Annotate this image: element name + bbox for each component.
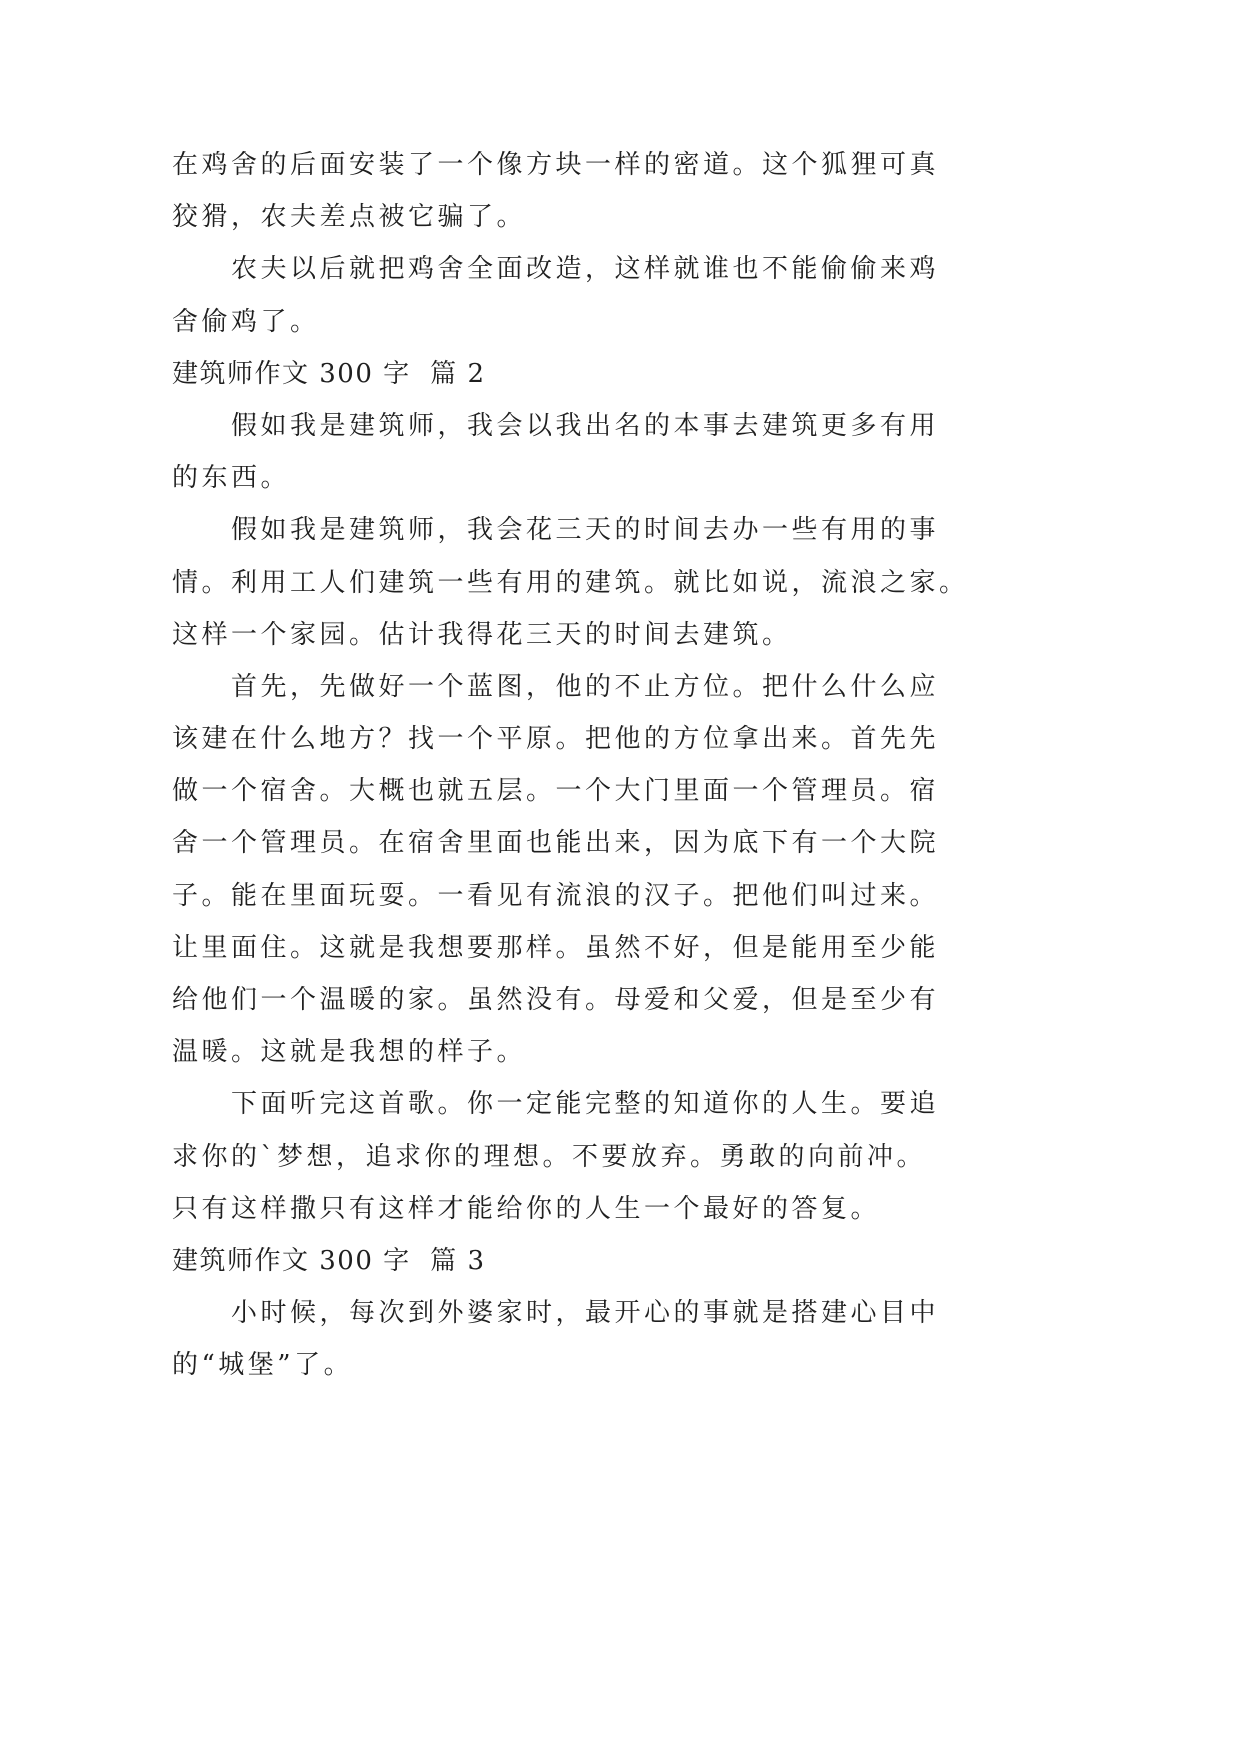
paragraph-line: 在鸡舍的后面安装了一个像方块一样的密道。这个狐狸可真 [172,150,940,180]
paragraph-line: 该建在什么地方？找一个平原。把他的方位拿出来。首先先 [172,724,940,755]
paragraph [172,243,1072,347]
document-body [172,139,1072,1392]
paragraph-line: 的“城堡”了。 [172,1350,354,1381]
paragraph [172,1287,1072,1391]
paragraph-line: 只有这样撒只有这样才能给你的人生一个最好的答复。 [172,1193,881,1224]
paragraph-line: 下面听完这首歌。你一定能完整的知道你的人生。要追 [231,1089,940,1120]
paragraph-line: 小时候，每次到外婆家时，最开心的事就是搭建心目中 [231,1298,940,1329]
paragraph-line: 情。利用工人们建筑一些有用的建筑。就比如说，流浪之家。 [172,567,969,598]
paragraph-line: 首先，先做好一个蓝图，他的不止方位。把什么什么应 [231,671,940,702]
section [172,348,1072,1235]
paragraph-line: 舍一个管理员。在宿舍里面也能出来，因为底下有一个大院 [172,828,940,859]
paragraph-line: 求你的`梦想，追求你的理想。不要放弃。勇敢的向前冲。 [172,1141,927,1172]
paragraph-line: 的东西。 [172,463,291,494]
paragraph-line: 农夫以后就把鸡舍全面改造，这样就谁也不能偷偷来鸡 [231,254,940,285]
paragraph [172,504,1072,661]
section-heading: 建筑师作文 300 字 篇 3 [172,1245,486,1276]
paragraph-line: 做一个宿舍。大概也就五层。一个大门里面一个管理员。宿 [172,776,940,807]
paragraph [172,661,1072,1079]
paragraph-line: 狡猾，农夫差点被它骗了。 [172,202,527,233]
paragraph-line: 子。能在里面玩耍。一看见有流浪的汉子。把他们叫过来。 [172,880,940,911]
section-heading: 建筑师作文 300 字 篇 2 [172,358,486,389]
paragraph-line: 让里面住。这就是我想要那样。虽然不好，但是能用至少能 [172,932,940,963]
paragraph-line: 温暖。这就是我想的样子。 [172,1037,527,1068]
paragraph [172,400,1072,504]
section [172,1235,1072,1392]
paragraph [172,1078,1072,1235]
paragraph-line: 舍偷鸡了。 [172,306,320,337]
paragraph-line: 给他们一个温暖的家。虽然没有。母爱和父爱，但是至少有 [172,985,940,1015]
paragraph-line: 假如我是建筑师，我会以我出名的本事去建筑更多有用 [231,410,940,441]
paragraph-line: 这样一个家园。估计我得花三天的时间去建筑。 [172,619,792,650]
paragraph [172,139,1072,243]
paragraph-line: 假如我是建筑师，我会花三天的时间去办一些有用的事 [231,515,940,546]
